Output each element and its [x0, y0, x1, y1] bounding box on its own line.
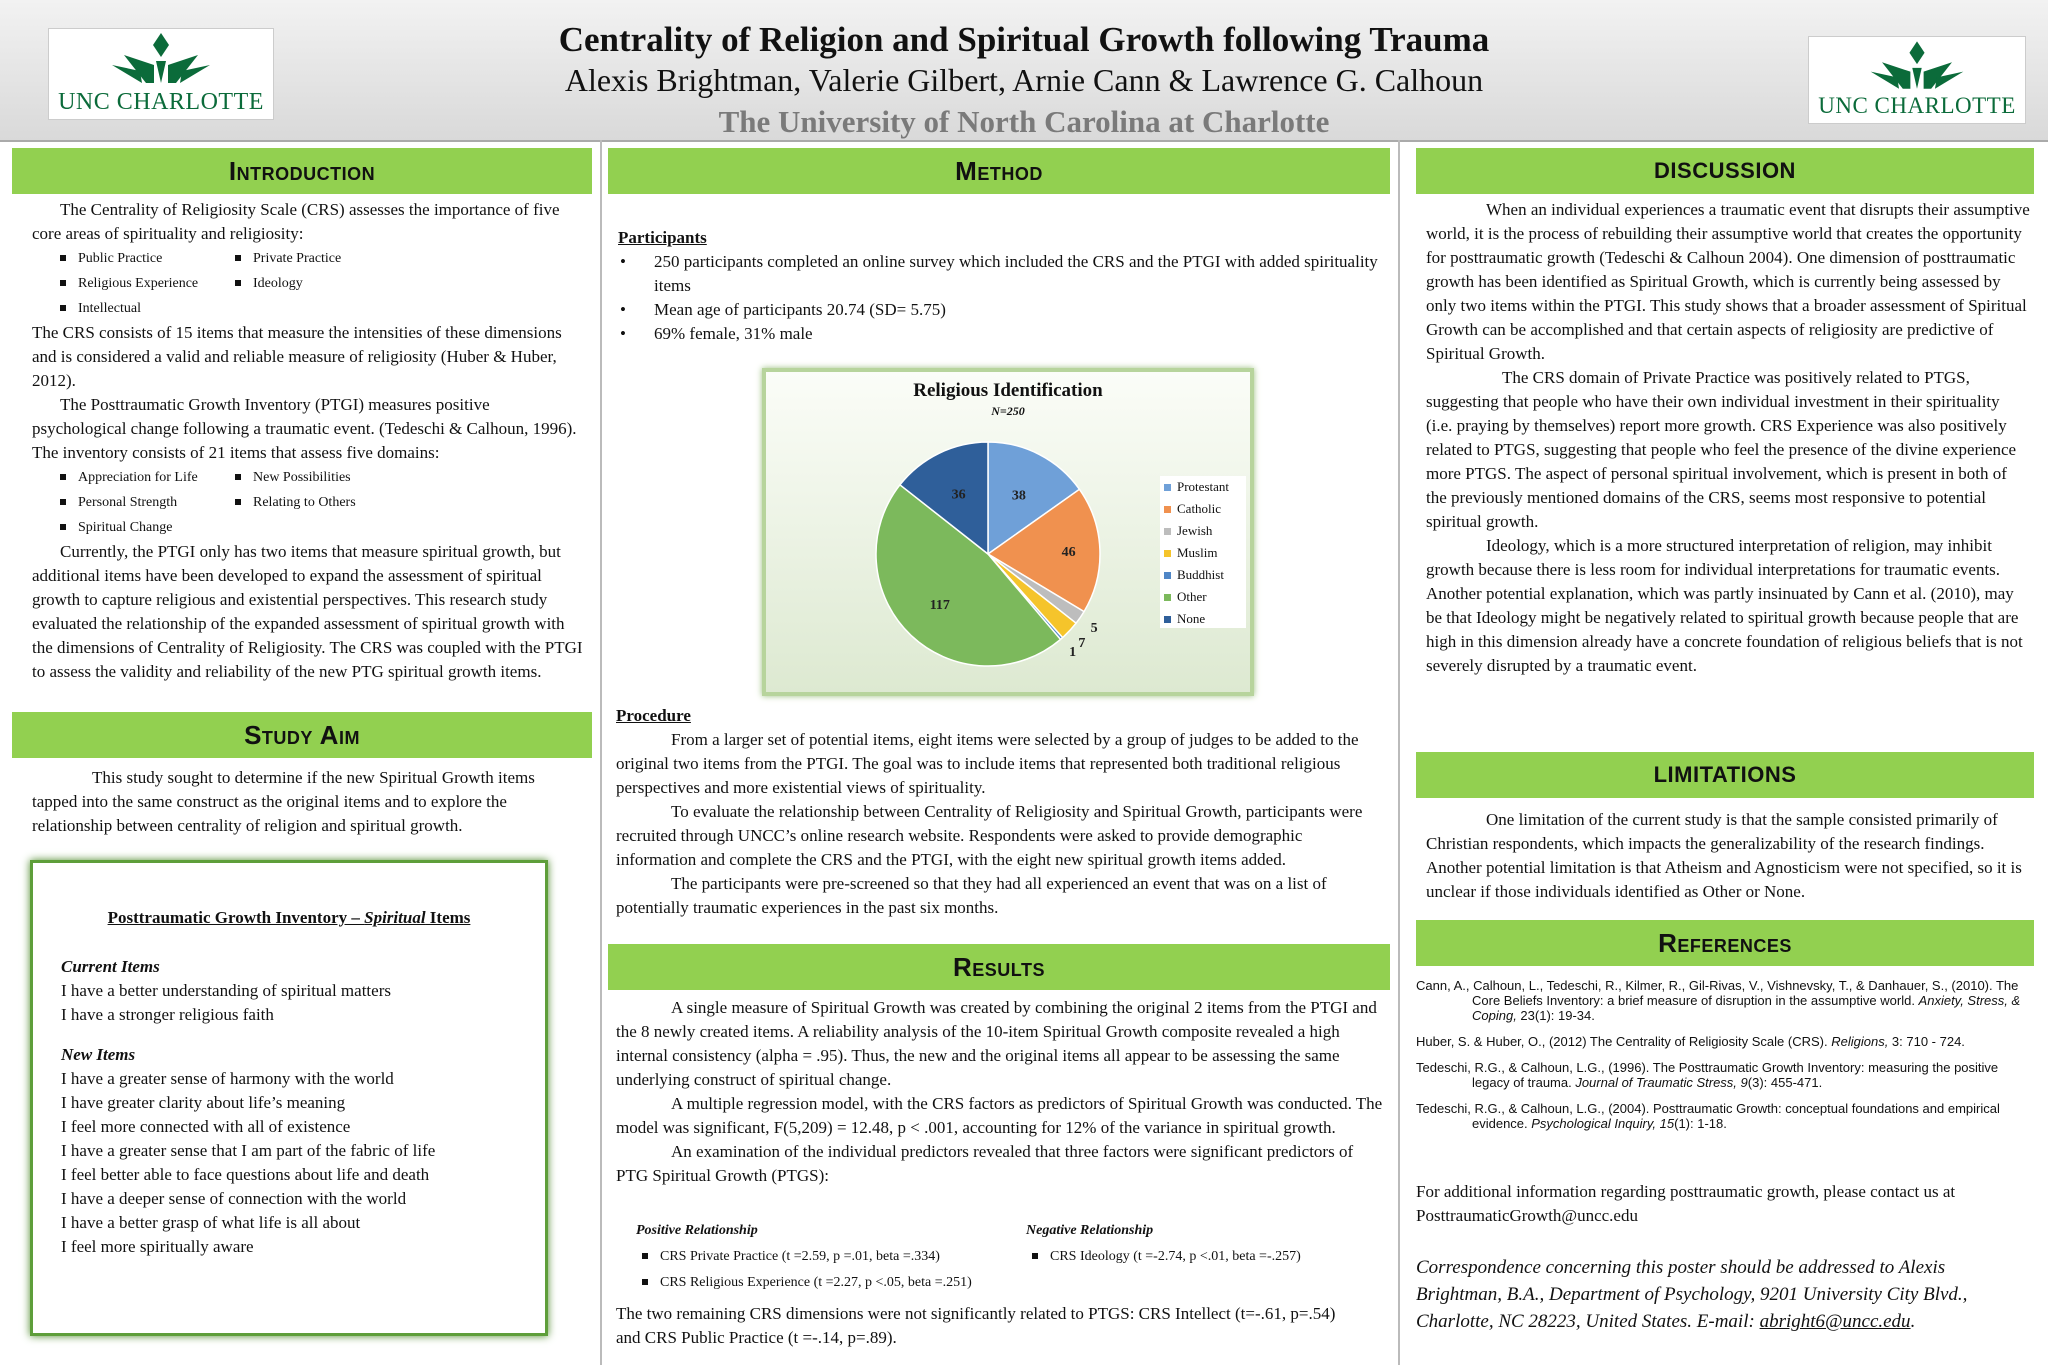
list-item: Personal Strength: [54, 490, 229, 515]
legend-item-none: [1164, 608, 1246, 630]
negative-relationship-heading: Negative Relationship: [1026, 1223, 1154, 1238]
list-item: Ideology: [229, 271, 429, 296]
introduction-section: [32, 198, 584, 684]
current-items-heading: Current Items: [61, 957, 160, 976]
crs-domain-list: [54, 246, 584, 321]
results-paragraph: A multiple regression model, with the CRS factors as predictors of Spiritual Growth was conducted. The model was significant, F(5,209) = 12.48, p < .001, accounting for 12% of the variance in spiritual growth.: [616, 1094, 1383, 1137]
study-aim-text: This study sought to determine if the new Spiritual Growth items tapped into the same construct as the original items and to explore the relationship between centrality of religion and spiritual growth.: [32, 768, 535, 835]
column-divider: [1398, 140, 1400, 1365]
list-item: CRS Religious Experience (t =2.27, p <.05, beta =.251): [636, 1270, 1006, 1296]
list-item: I have a stronger religious faith: [61, 1005, 274, 1024]
email-link[interactable]: abright6@uncc.edu: [1759, 1311, 1911, 1332]
intro-paragraph: Currently, the PTGI only has two items that measure spiritual growth, but additional items have been developed to expand the assessment of spiritual growth to capture religious and existential perspectives. This research study evaluated the relationship of the expanded assessment of spiritual growth with the dimensions of Centrality of Religiosity. The CRS was coupled with the PTGI to assess the validity and reliability of the new PTG spiritual growth items.: [32, 542, 583, 681]
logo-wordmark: UNC CHARLOTTE: [58, 89, 264, 115]
correspondence-note: Correspondence concerning this poster should be addressed to Alexis Brightman, B.A., Department of Psychology, 9201 University City Blvd., Charlotte, NC 28223, United States. E-mail: abright6@uncc.edu.: [1416, 1257, 1968, 1332]
poster-title: Centrality of Religion and Spiritual Growth following Trauma: [558, 20, 1490, 59]
legend-swatch: [1164, 506, 1171, 513]
legend-label: Buddhist: [1177, 567, 1224, 582]
reference-item: Cann, A., Calhoun, L., Tedeschi, R., Kilmer, R., Gil-Rivas, V., Vishnevsky, T., & Danhauer, S., (2010). The Core Beliefs Inventory: a brief measure of disruption in the assumptive world. Anxiety, Stress, & Coping, 23(1): 19-34.: [1416, 978, 2021, 1023]
list-item: Spiritual Change: [54, 515, 229, 540]
legend-label: Protestant: [1177, 479, 1229, 494]
discussion-paragraph: The CRS domain of Private Practice was positively related to PTGS, suggesting that people who have their own individual investment in their spirituality (i.e. praying by themselves) report more growth. CRS Experience was also positively related to PTGS, suggesting that people who feel the presence of the divine experience more PTGS. The aspect of personal spiritual involvement, which is present in both of the previously mentioned domains of the CRS, seems most responsive to potential spiritual growth.: [1426, 368, 2017, 531]
legend-swatch: [1164, 528, 1171, 535]
data-label-catholic: 46: [1061, 544, 1076, 560]
reference-item: Huber, S. & Huber, O., (2012) The Centrality of Religiosity Scale (CRS). Religions, 3: 710 - 724.: [1416, 1034, 1965, 1049]
list-item: CRS Ideology (t =-2.74, p <.01, beta =-.257): [1026, 1244, 1366, 1270]
intro-paragraph: The Centrality of Religiosity Scale (CRS) assesses the importance of five core areas of spirituality and religiosity:: [32, 200, 560, 243]
reference-item: Tedeschi, R.G., & Calhoun, L.G., (1996). The Posttraumatic Growth Inventory: measuring the positive legacy of trauma. Journal of Traumatic Stress, 9(3): 455-471.: [1416, 1060, 1999, 1090]
logo-wordmark: UNC CHARLOTTE: [1818, 93, 2016, 118]
chart-legend: [1160, 476, 1246, 628]
results-section: [616, 996, 1386, 1188]
data-label-jewish: 5: [1090, 621, 1098, 637]
limitations-text: One limitation of the current study is that the sample consisted primarily of Christian respondents, which impacts the generalizability of the research findings. Another potential limitation is that Atheism and Agnosticism were not specified, so it is unclear if those individuals identified as Other or None.: [1426, 810, 2022, 901]
positive-relationship-heading: Positive Relationship: [636, 1223, 758, 1238]
limitations-heading: LIMITATIONS: [1416, 752, 2034, 798]
legend-item-other: [1164, 586, 1246, 608]
poster-authors: Alexis Brightman, Valerie Gilbert, Arnie Cann & Lawrence G. Calhoun: [564, 62, 1484, 98]
contact-info: For additional information regarding posttraumatic growth, please contact us at PosttraumaticGrowth@uncc.edu: [1416, 1182, 1956, 1225]
new-items-heading: New Items: [61, 1045, 136, 1064]
list-item: New Possibilities: [229, 465, 429, 490]
results-paragraph: An examination of the individual predictors revealed that three factors were significant predictors of PTG Spiritual Growth (PTGS):: [616, 1142, 1354, 1185]
legend-item-buddhist: [1164, 564, 1246, 586]
list-item: Public Practice: [54, 246, 229, 271]
data-label-none: 36: [951, 487, 966, 503]
list-item: I have greater clarity about life’s meaning: [61, 1093, 346, 1112]
legend-swatch: [1164, 594, 1171, 601]
list-item: I feel better able to face questions about life and death: [61, 1165, 430, 1184]
study-aim-heading: Study Aim: [12, 712, 592, 758]
legend-label: Muslim: [1177, 545, 1218, 560]
chart-subtitle: N=250: [991, 404, 1025, 418]
legend-swatch: [1164, 616, 1171, 623]
procedure-label: Procedure: [616, 706, 691, 725]
intro-paragraph: The CRS consists of 15 items that measure the intensities of these dimensions and is considered a valid and reliable measure of religiosity (Huber & Huber, 2012).: [32, 323, 562, 390]
participants-section: [618, 226, 1378, 346]
procedure-paragraph: The participants were pre-screened so that they had all experienced an event that was on a list of potentially traumatic experiences in the past six months.: [616, 874, 1327, 917]
list-item: Intellectual: [54, 296, 229, 321]
references-list: [1416, 978, 2028, 1142]
data-label-muslim: 7: [1078, 636, 1086, 652]
poster-header: [0, 0, 2048, 142]
legend-label: Jewish: [1177, 523, 1213, 538]
data-label-other: 117: [929, 598, 950, 614]
participants-label: Participants: [618, 228, 707, 247]
list-item: Religious Experience: [54, 271, 229, 296]
results-heading: Results: [608, 944, 1390, 990]
method-heading: Method: [608, 148, 1390, 194]
list-item: I feel more spiritually aware: [61, 1237, 254, 1256]
references-heading: References: [1416, 920, 2034, 966]
legend-label: Catholic: [1177, 501, 1222, 516]
results-paragraph: A single measure of Spiritual Growth was created by combining the original 2 items from the PTGI and the 8 newly created items. A reliability analysis of the 10-item Spiritual Growth composite revealed a high internal consistency (alpha = .95). Thus, the new and the original items all appear to be assessing the same underlying construct of spiritual change.: [616, 998, 1377, 1089]
discussion-paragraph: Ideology, which is a more structured interpretation of religion, may inhibit growth because there is less room for individual interpretations for traumatic events. Another potential explanation, which was partly insinuated by Cann et al. (2010), may be that Ideology might be negatively related to spiritual growth because people that are high in this dimension already have a concrete foundation of religious beliefs that is not severely disrupted by a traumatic event.: [1426, 536, 2023, 675]
list-item: Private Practice: [229, 246, 429, 271]
list-item: I have a better understanding of spiritual matters: [61, 981, 391, 1000]
list-item: I have a greater sense of harmony with the world: [61, 1069, 394, 1088]
list-item: • 250 participants completed an online survey which included the CRS and the PTGI with added spirituality items: [620, 252, 1378, 295]
participants-list: [618, 250, 1378, 346]
data-label-protestant: 38: [1011, 488, 1026, 504]
discussion-paragraph: When an individual experiences a traumatic event that disrupts their assumptive world, it is the process of rebuilding their assumptive world that creates the opportunity for posttraumatic growth (Tedeschi & Calhoun 2004). One dimension of posttraumatic growth has been identified as Spiritual Growth, which is currently being assessed by only two items within the PTGI. This study shows that a broader assessment of Spiritual Growth can be accomplished and that certain aspects of religiosity are predictive of Spiritual Growth.: [1426, 200, 2030, 363]
discussion-heading: DISCUSSION: [1416, 148, 2034, 194]
introduction-heading: Introduction: [12, 148, 592, 194]
legend-item-muslim: [1164, 542, 1246, 564]
legend-swatch: [1164, 572, 1171, 579]
list-item: CRS Private Practice (t =2.59, p =.01, beta =.334): [636, 1244, 1006, 1270]
discussion-section: [1426, 198, 2030, 678]
list-item: Relating to Others: [229, 490, 429, 515]
data-label-buddhist: 1: [1069, 645, 1077, 661]
legend-item-jewish: [1164, 520, 1246, 542]
poster-institution: The University of North Carolina at Charlotte: [718, 104, 1330, 139]
legend-swatch: [1164, 550, 1171, 557]
legend-swatch: [1164, 484, 1171, 491]
religious-identification-chart: [762, 368, 1254, 696]
chart-title: Religious Identification: [913, 380, 1103, 401]
list-item: Appreciation for Life: [54, 465, 229, 490]
list-item: • 69% female, 31% male: [620, 324, 813, 343]
procedure-paragraph: To evaluate the relationship between Centrality of Religiosity and Spiritual Growth, participants were recruited through UNCC’s online research website. Respondents were asked to provide demographic information and complete the CRS and the PTGI, with the eight new spiritual growth items added.: [616, 802, 1363, 869]
reference-item: Tedeschi, R.G., & Calhoun, L.G., (2004). Posttraumatic Growth: conceptual foundations and empirical evidence. Psychological Inquiry, 15(1): 1-18.: [1416, 1101, 2000, 1131]
intro-paragraph: The Posttraumatic Growth Inventory (PTGI) measures positive psychological change following a traumatic event. (Tedeschi & Calhoun, 1996). The inventory consists of 21 items that assess five domains:: [32, 395, 577, 462]
ptgi-domain-list: [54, 465, 584, 540]
column-divider: [600, 140, 602, 1365]
list-item: • Mean age of participants 20.74 (SD= 5.75): [620, 300, 946, 319]
procedure-section: [616, 704, 1386, 920]
legend-item-protestant: [1164, 476, 1246, 498]
ptgi-box-title: Posttraumatic Growth Inventory – Spiritual Items: [107, 908, 471, 927]
ptgi-spiritual-items-box: [30, 860, 548, 1336]
list-item: I have a greater sense that I am part of the fabric of life: [61, 1141, 436, 1160]
list-item: I feel more connected with all of existence: [61, 1117, 351, 1136]
legend-label: Other: [1177, 589, 1207, 604]
list-item: I have a deeper sense of connection with the world: [61, 1189, 407, 1208]
legend-item-catholic: [1164, 498, 1246, 520]
list-item: I have a better grasp of what life is all about: [61, 1213, 361, 1232]
procedure-paragraph: From a larger set of potential items, eight items were selected by a group of judges to be added to the original two items from the PTGI. The goal was to include items that represented both traditional religious perspectives and more existential views of spirituality.: [616, 730, 1359, 797]
results-closing: The two remaining CRS dimensions were not significantly related to PTGS: CRS Intellect (t=-.61, p=.54) and CRS Public Practice (t =-.14, p=.89).: [616, 1304, 1336, 1347]
legend-label: None: [1177, 611, 1206, 626]
